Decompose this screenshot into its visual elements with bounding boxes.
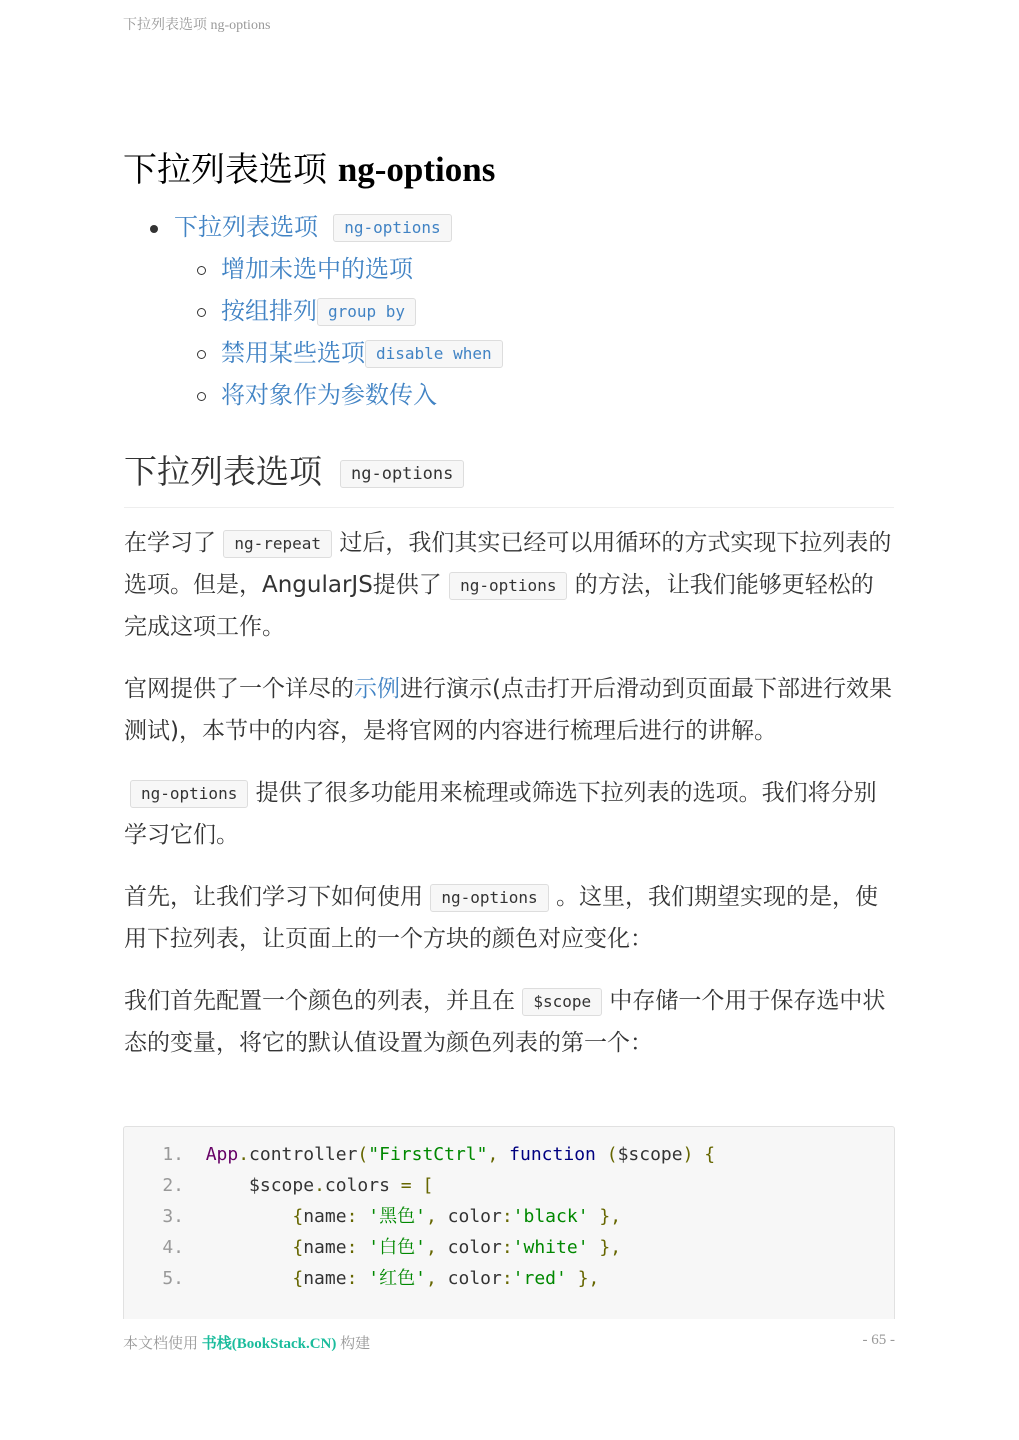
inline-code[interactable]: disable when — [365, 340, 503, 368]
example-link[interactable]: 示例 — [354, 676, 400, 702]
code-line — [124, 1139, 715, 1170]
line-number: 3. — [162, 1206, 184, 1227]
token: , — [487, 1144, 510, 1165]
token: controller — [249, 1144, 358, 1165]
inline-code[interactable]: ng-options — [333, 214, 451, 242]
text: 中存储一个用于保存选中状态的变量，将它的默认值设置为颜色列表的第一个： — [124, 988, 886, 1056]
text: 提供了很多功能用来梳理或筛选下拉列表的选项。我们将分别学习它们。 — [124, 780, 877, 848]
code-line: 5. {name: '红色', color:'red' }, — [124, 1263, 599, 1294]
line-number: 1. — [162, 1144, 184, 1165]
toc-item[interactable] — [124, 332, 894, 374]
toc-item[interactable] — [124, 374, 894, 416]
paragraph — [124, 980, 896, 1064]
token: = [ — [400, 1175, 434, 1196]
text: 。这里，我们期望实现的是，使用下拉列表，让页面上的一个方块的颜色对应变化： — [124, 884, 878, 952]
token: function — [509, 1144, 596, 1165]
brand-link[interactable]: 书栈(BookStack.CN) — [201, 1336, 337, 1352]
toc-link[interactable]: 将对象作为参数传入 — [221, 381, 437, 409]
token: colors — [324, 1175, 401, 1196]
code-line — [124, 1170, 433, 1201]
token: . — [314, 1175, 325, 1196]
text: 的方法，让我们能够更轻松的完成这项工作。 — [124, 572, 874, 640]
paragraph — [124, 668, 896, 752]
token: ( — [595, 1144, 618, 1165]
toc-item[interactable] — [124, 290, 894, 332]
text: 首先，让我们学习下如何使用 — [124, 884, 431, 910]
token: ) { — [682, 1144, 716, 1165]
token: ( — [357, 1144, 369, 1165]
text: 在学习了 — [124, 530, 224, 556]
text: 进行演示(点击打开后滑动到页面最下部进行效果测试)，本节中的内容，是将官网的内容进行梳理后进行的讲解。 — [124, 676, 892, 744]
text: 我们首先配置一个颜色的列表，并且在 — [124, 988, 523, 1014]
toc-link[interactable]: 增加未选中的选项 — [221, 255, 413, 283]
running-header: 下拉列表选项 ng-options — [123, 18, 271, 33]
section-title: 下拉列表选项 — [124, 452, 322, 491]
section-heading — [124, 446, 894, 508]
inline-code: ng-options — [430, 884, 548, 912]
toc-link[interactable]: 禁用某些选项 — [221, 339, 365, 367]
table-of-contents — [124, 206, 894, 416]
title-zh: 下拉列表选项 — [123, 150, 327, 190]
code-line: 4. {name: '白色', color:'white' }, — [124, 1232, 621, 1263]
footer — [123, 1332, 370, 1353]
content — [124, 522, 896, 1084]
token: '红色' — [368, 1268, 426, 1289]
code-line: 3. {name: '黑色', color:'black' }, — [124, 1201, 621, 1232]
line-number: 4. — [162, 1237, 184, 1258]
inline-code: ng-repeat — [223, 530, 332, 558]
code-block — [123, 1126, 895, 1328]
line-number: 5. — [162, 1268, 184, 1289]
paragraph — [124, 772, 896, 856]
toc-item[interactable] — [124, 206, 894, 248]
token: $scope — [249, 1175, 315, 1196]
token: '黑色' — [368, 1206, 426, 1227]
token: $scope — [617, 1144, 683, 1165]
text: 官网提供了一个详尽的 — [124, 676, 354, 702]
paragraph — [124, 876, 896, 960]
token: 'white' — [512, 1237, 589, 1258]
token: '白色' — [368, 1237, 426, 1258]
inline-code: ng-options — [340, 460, 464, 488]
inline-code[interactable]: group by — [317, 298, 416, 326]
toc-link[interactable]: 下拉列表选项 — [174, 213, 318, 241]
text: 过后，我们其实已经可以用循环的方式实现下拉列表的选项。但是，AngularJS提供了 — [124, 530, 892, 598]
page-title — [123, 142, 495, 191]
line-number: 2. — [162, 1175, 184, 1196]
footer-text: 构建 — [336, 1336, 371, 1352]
title-en: ng-options — [337, 150, 496, 189]
page-number: - 65 - — [862, 1332, 895, 1348]
paragraph — [124, 522, 896, 648]
toc-link[interactable]: 按组排列 — [221, 297, 317, 325]
token: . — [238, 1144, 250, 1165]
footer-text: 本文档使用 — [123, 1336, 202, 1352]
token: 'red' — [512, 1268, 567, 1289]
token: 'black' — [512, 1206, 589, 1227]
inline-code: $scope — [522, 988, 602, 1016]
inline-code: ng-options — [130, 780, 248, 808]
token: "FirstCtrl" — [368, 1144, 488, 1165]
inline-code: ng-options — [449, 572, 567, 600]
token: App — [205, 1144, 239, 1165]
toc-item[interactable] — [124, 248, 894, 290]
